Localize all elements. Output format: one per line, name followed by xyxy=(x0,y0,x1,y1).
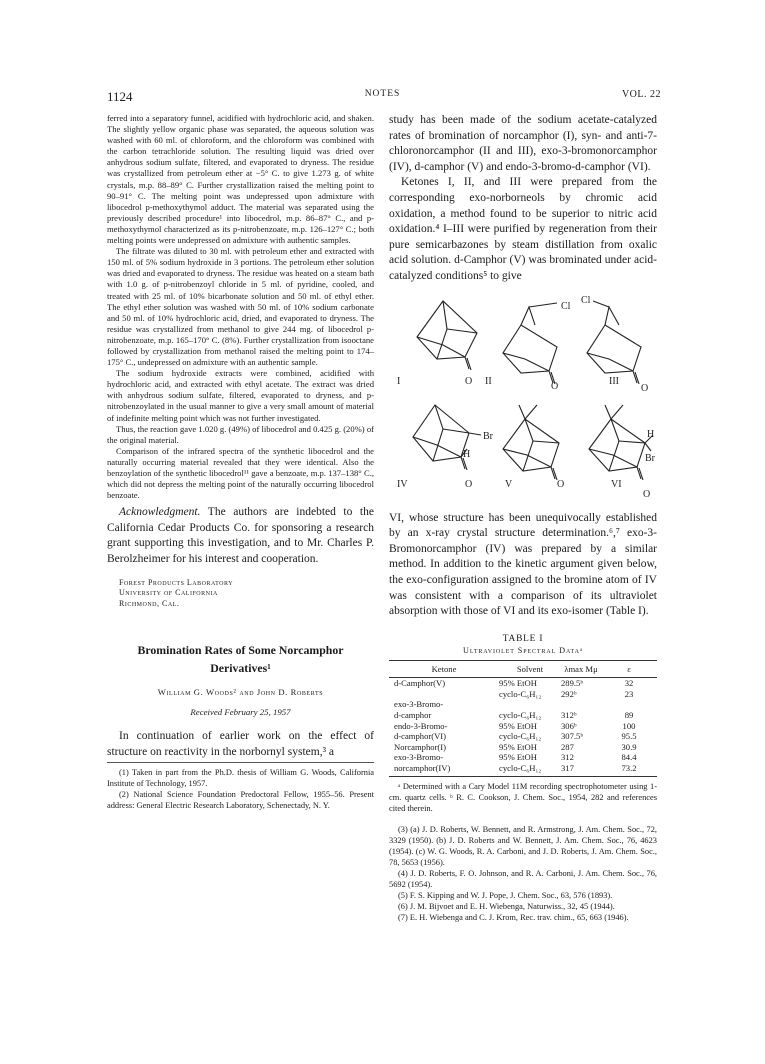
structure-label: V xyxy=(505,478,513,490)
structure-vi xyxy=(589,405,653,480)
address-line: University of California xyxy=(119,588,218,598)
table-cell: 95% EtOH xyxy=(499,720,537,731)
table-subtitle: Ultraviolet Spectral Dataᵃ xyxy=(463,645,583,655)
running-header xyxy=(0,89,765,107)
structure-iv xyxy=(413,405,481,470)
received-date: Received February 25, 1957 xyxy=(190,707,291,718)
table-cell: d-camphor(VI) xyxy=(394,731,447,742)
table-cell: 95.5 xyxy=(621,731,637,742)
table-cell: 287 xyxy=(561,741,574,752)
paragraph: Comparison of the infrared spectra of the synthetic libocedrol and the naturally occurring material revealed that they were identical. Also the benzoylation of the synthetic libocedrol¹¹ gave a benzoate, m.p. 137–138° C., which did not depress the melting point of the naturally occurring libocedrol benzoate. xyxy=(107,445,374,501)
table-cell: 312ᵇ xyxy=(561,710,577,721)
table-cell: 292ᵇ xyxy=(561,688,577,699)
paragraph: study has been made of the sodium acetate-catalyzed rates of bromination of norcamphor (I), syn- and anti-7-chloronorcamphor (II and III), exo-3-bromonorcamphor (IV), d-camphor (V) and endo-3-bromo-d-camphor (VI). xyxy=(389,114,657,173)
page-number: 1124 xyxy=(107,89,133,104)
structure-diagrams xyxy=(389,289,657,505)
table-cell: 312 xyxy=(561,752,574,763)
paragraph: ferred into a separatory funnel, acidified with hydrochloric acid, and shaken. The slightly yellow organic phase was separated, the aqueous solution was washed with 60 ml. of chloroform, and the chloroform was combined with the carbon tetrachloride solution. The resulting liquid was dried over anhydrous sodium sulfate, filtered, and evaporated to dryness. The residue was crystallized from petroleum ether at −5° C. to give 1.273 g. of white crystals, m.p. 88–89° C. Further crystallization raised the melting point to 90–91° C. The melting point was undepressed upon admixture with libocedrol p-methoxythymol adduct. The material was separated using the previously described procedure¹ into libocedrol, m.p. 86–87° C., and p-methoxythymol characterized as its p-nitrobenzoate, m.p. 126–127° C.; both melting points were undepressed on admixture with authentic samples. xyxy=(107,113,374,246)
table-cell: norcamphor(IV) xyxy=(389,763,499,776)
table-cell: 306ᵇ xyxy=(561,720,577,731)
structure-label: VI xyxy=(611,478,622,490)
volume-label: VOL. 22 xyxy=(621,89,661,100)
paragraph: Ketones I, II, and III were prepared from the corresponding exo-norborneols by chromic acid oxidation, a method found to be superior to nitric acid oxidation.⁴ I–III were purified by regeneration from their pure semicarbazones by steam distillation from oxalic acid solution. d-Camphor (V) was brominated under acid-catalyzed conditions⁵ to give xyxy=(389,176,657,282)
structure-label: II xyxy=(485,375,492,387)
table-caption: TABLE I xyxy=(502,633,544,644)
structure-i xyxy=(417,301,477,370)
hydrogen-label: H xyxy=(463,448,471,460)
acknowledgment xyxy=(107,505,374,567)
structure-v xyxy=(503,405,559,480)
bromine-label: Br xyxy=(645,452,655,464)
footnote: (1) Taken in part from the Ph.D. thesis of William G. Woods, California Institute of Technology, 1957. xyxy=(107,768,374,789)
oxygen-label: O xyxy=(643,488,651,500)
table-cell: 73.2 xyxy=(601,763,657,776)
table-cell: d-camphor xyxy=(394,710,432,721)
reference: (3) (a) J. D. Roberts, W. Bennett, and R. Armstrong, J. Am. Chem. Soc., 72, 3329 (1950). (b) J. D. Roberts and W. Bennett, J. Am. Chem. Soc., 76, 4623 (1954). (c) W. G. Woods, R. A. Carboni, and J. D. Roberts, J. Am. Chem. Soc., 78, 5653 (1956). xyxy=(389,824,657,867)
reference: (4) J. D. Roberts, F. O. Johnson, and R. A. Carboni, J. Am. Chem. Soc., 76, 5692 (1954). xyxy=(389,868,657,889)
structure-label: III xyxy=(609,375,619,387)
paragraph: Thus, the reaction gave 1.020 g. (49%) of libocedrol and 0.425 g. (20%) of the original material. xyxy=(107,423,374,445)
table-cell xyxy=(561,699,601,710)
table-header-row xyxy=(389,660,657,678)
oxygen-label: O xyxy=(551,380,559,392)
table-footnote: ᵃ Determined with a Cary Model 11M recording spectrophotometer using 1-cm. quartz cells. ᵇ R. C. Cookson, J. Chem. Soc., 1954, 282 and references cited therein. xyxy=(389,781,657,813)
column-header: Solvent xyxy=(499,660,561,678)
references xyxy=(389,824,657,923)
right-column xyxy=(389,113,657,923)
left-column xyxy=(107,113,374,811)
oxygen-label: O xyxy=(557,478,565,490)
paragraph: The filtrate was diluted to 30 ml. with petroleum ether and extracted with 150 ml. of 5% sodium hydroxide in 3 portions. The petroleum ether solution was dried and evaporated to dryness. The residue was heated on a steam bath with 1.0 g. of p-nitrobenzoyl chloride in 5 ml. of pyridine, cooled, and treated with 25 ml. of 10% bicarbonate solution and 50 ml. of ethyl ether. The ethyl ether solution was washed with 50 ml. of 10% sodium carbonate and 50 ml. of 10% hydrochloric acid, dried, and evaporated to dryness. The residue was crystallized from methanol to give 244 mg. of libocedrol p-nitrobenzoate, m.p. 165–170° C. (8%). Further crystallization from isooctane followed by crystallization from methanol raised the melting point to 174–175° C., undepressed on admixture with an authentic sample. xyxy=(107,246,374,368)
table-cell: 32 xyxy=(624,678,634,689)
reference: (6) J. M. Bijvoet and E. H. Wiebenga, Naturwiss., 32, 45 (1944). xyxy=(398,901,615,911)
footnote: (2) National Science Foundation Predoctoral Fellow, 1955–56. Present address: General Electric Research Laboratory, Schenectady, N. Y. xyxy=(107,790,374,811)
table-row xyxy=(389,752,657,763)
address-line: Forest Products Laboratory xyxy=(119,577,234,587)
reference: (5) F. S. Kipping and W. J. Pope, J. Chem. Soc., 63, 576 (1893). xyxy=(398,890,613,900)
table-cell: 95% EtOH xyxy=(499,678,537,689)
table-cell xyxy=(499,699,561,710)
table-cell: exo-3-Bromo- xyxy=(394,752,444,763)
article-title-line: Bromination Rates of Some Norcamphor xyxy=(137,643,344,658)
table-cell: 307.5ᵇ xyxy=(561,731,583,742)
table-cell: cyclo-C₆H₁₂ xyxy=(499,731,542,742)
table-cell: cyclo-C₆H₁₂ xyxy=(499,710,542,721)
uv-data-table xyxy=(389,660,657,777)
table-row xyxy=(389,731,657,742)
oxygen-label: O xyxy=(465,478,473,490)
table-cell: 95% EtOH xyxy=(499,752,537,763)
author-line: William G. Woods² and John D. Roberts xyxy=(157,687,324,698)
article-title xyxy=(107,641,374,677)
table-cell xyxy=(389,689,499,700)
norbornanone-structures-svg xyxy=(389,289,657,505)
table-cell xyxy=(601,699,657,710)
structure-label: I xyxy=(397,375,401,387)
reference: (7) E. H. Wiebenga and C. J. Krom, Rec. trav. chim., 65, 663 (1946). xyxy=(398,912,629,922)
column-header: ε xyxy=(601,660,657,678)
chlorine-label: Cl xyxy=(561,300,571,312)
table-row xyxy=(389,699,657,710)
affiliation-address xyxy=(119,578,374,610)
acknowledgment-text: The authors are indebted to the California Cedar Products Co. for sponsoring a research grant supporting this investigation, and to Mr. Charles P. Berolzheimer for his interest and cooperation. xyxy=(107,506,374,566)
table-cell: cyclo-C₆H₁₂ xyxy=(499,688,542,699)
oxygen-label: O xyxy=(465,375,473,387)
table-cell: 84.4 xyxy=(621,752,637,763)
table-cell: d-Camphor(V) xyxy=(394,678,446,689)
table-row xyxy=(389,678,657,689)
table-cell: 289.5ᵇ xyxy=(561,678,583,689)
paragraph: The sodium hydroxide extracts were combined, acidified with hydrochloric acid, and extracted with ethyl acetate. The extract was dried with anhydrous sodium sulfate, filtered, evaporated to dryness, and p-nitrobenzoylated in the usual manner to give a very small amount of material of indefinite melting point which was not further investigated. xyxy=(107,368,374,423)
table-row xyxy=(389,721,657,732)
table-row xyxy=(389,742,657,753)
table-row xyxy=(389,710,657,721)
paragraph: VI, whose structure has been unequivocally established by an x-ray crystal structure determination.⁶,⁷ exo-3-Bromonorcamphor (IV) was prepared by a similar method. In addition to the kinetic argument given below, the exo-configuration assigned to the bromine atom of IV was consistent with a comparison of its ultraviolet absorption with those of VI and its exo-isomer (Table I). xyxy=(389,511,657,618)
section-title: NOTES xyxy=(364,89,401,99)
table-cell: 100 xyxy=(622,720,636,731)
structure-iii xyxy=(587,301,641,384)
chlorine-label: Cl xyxy=(581,294,591,306)
table-cell: Norcamphor(I) xyxy=(394,741,447,752)
structure-ii xyxy=(503,303,557,384)
table-cell: 30.9 xyxy=(621,741,637,752)
hydrogen-label: H xyxy=(647,428,655,440)
structure-label: IV xyxy=(397,478,408,490)
column-header: λmax Mμ xyxy=(561,660,601,678)
table-cell: 95% EtOH xyxy=(499,741,537,752)
table-row xyxy=(389,763,657,776)
table-cell: exo-3-Bromo- xyxy=(394,699,444,710)
table-cell: 317 xyxy=(561,763,601,776)
intro-paragraph: In continuation of earlier work on the effect of structure on reactivity in the norbornyl system,³ a xyxy=(107,730,374,758)
table-row xyxy=(389,689,657,700)
column-header: Ketone xyxy=(389,660,499,678)
article-title-line: Derivatives¹ xyxy=(210,661,271,676)
address-line: Richmond, Cal. xyxy=(119,598,180,608)
table-cell: endo-3-Bromo- xyxy=(394,720,448,731)
bromine-label: Br xyxy=(483,430,493,442)
footnote-rule xyxy=(107,762,374,763)
oxygen-label: O xyxy=(641,382,649,394)
table-cell: cyclo-C₆H₁₂ xyxy=(499,763,561,776)
table-cell: 89 xyxy=(624,710,634,721)
table-cell: 23 xyxy=(624,688,634,699)
acknowledgment-label: Acknowledgment. xyxy=(119,506,201,519)
